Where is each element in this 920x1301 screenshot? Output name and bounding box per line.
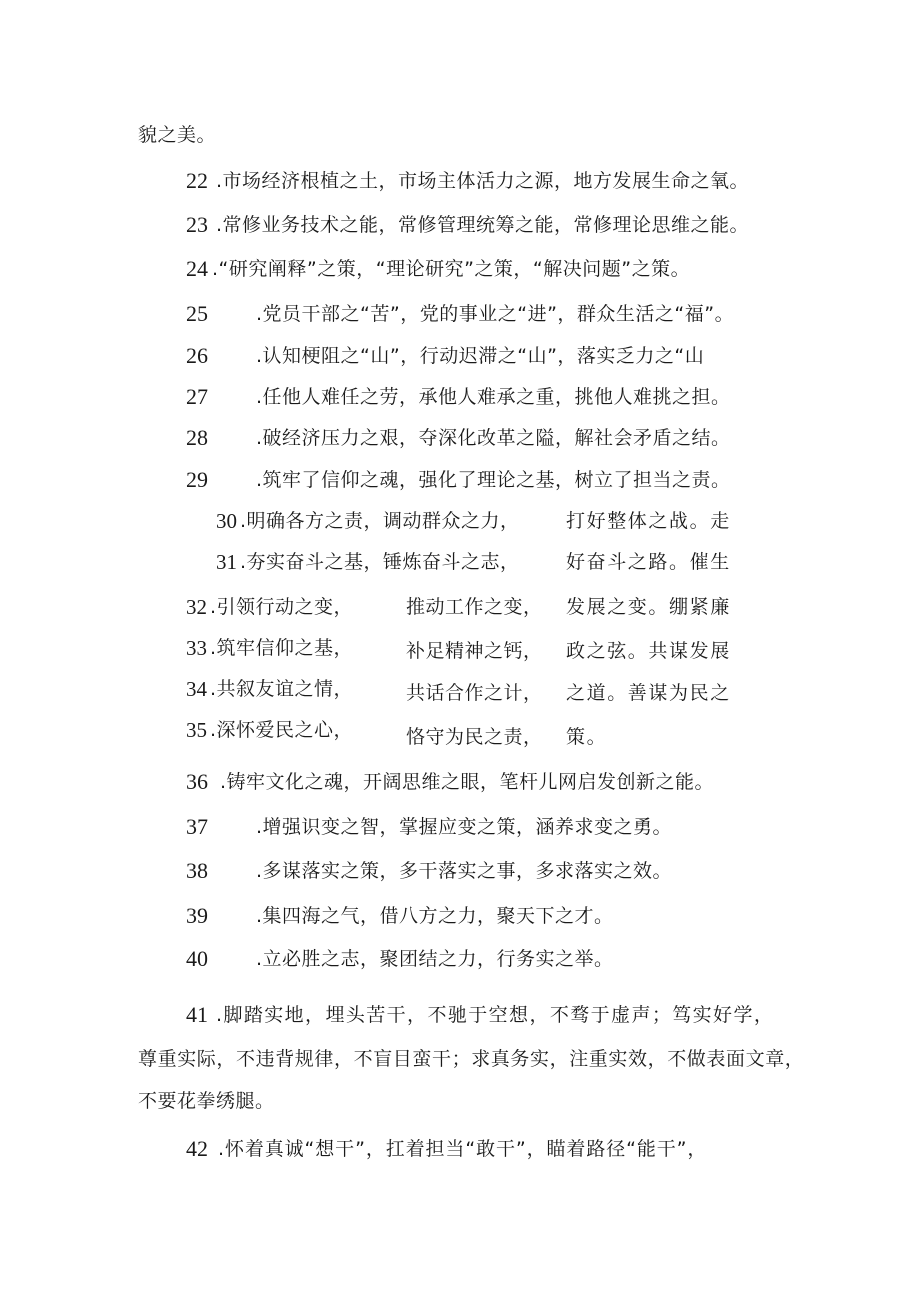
list-item: .党员干部之“苦”，党的事业之“进”，群众生活之“福”。 <box>256 303 735 325</box>
item-number: 40 <box>186 946 208 971</box>
list-item: .认知梗阻之“山”，行动迟滞之“山”，落实乏力之“山 <box>256 345 705 367</box>
list-item: .明确各方之责，调动群众之力， <box>240 510 520 532</box>
item-number: 33 <box>186 636 207 660</box>
item-number: 27 <box>186 384 208 409</box>
item-number: 35 <box>186 718 207 742</box>
item-number: 32 <box>186 595 207 619</box>
paragraph-line: .脚踏实地，埋头苦干，不驰于空想，不骛于虚声；笃实好学， <box>216 1004 775 1026</box>
list-item-tail: 好奋斗之路。催生 <box>566 551 731 573</box>
list-item: .立必胜之志，聚团结之力，行务实之举。 <box>256 948 614 970</box>
list-item: .“研究阐释”之策，“理论研究”之策，“解决问题”之策。 <box>212 258 691 280</box>
list-item: .任他人难任之劳，承他人难承之重，挑他人难挑之担。 <box>256 386 731 408</box>
list-item: .多谋落实之策，多干落实之事，多求落实之效。 <box>256 860 673 882</box>
intro-fragment: 貌之美。 <box>138 124 217 146</box>
item-number: 41 <box>186 1002 208 1027</box>
item-number: 38 <box>186 858 208 883</box>
list-item-col1: .深怀爱民之心， <box>210 719 354 741</box>
list-item: .集四海之气，借八方之力，聚天下之才。 <box>256 905 614 927</box>
item-number: 42 <box>186 1136 208 1161</box>
paragraph-line: 尊重实际，不违背规律，不盲目蛮干；求真务实，注重实效，不做表面文章， <box>138 1048 805 1070</box>
list-item-tail: 打好整体之战。走 <box>566 510 731 532</box>
list-item-col3: 之道。善谋为民之 <box>566 682 731 704</box>
list-item-col2: 推动工作之变， <box>406 596 543 618</box>
list-item-col2: 恪守为民之责， <box>406 726 543 748</box>
item-number: 26 <box>186 343 208 368</box>
list-item: .筑牢了信仰之魂，强化了理论之基，树立了担当之责。 <box>256 469 731 491</box>
list-item-col1: .共叙友谊之情， <box>210 678 354 700</box>
item-number: 25 <box>186 301 208 326</box>
list-item: .怀着真诚“想干”，扛着担当“敢干”，瞄着路径“能干”， <box>218 1138 708 1160</box>
item-number: 29 <box>186 467 208 492</box>
item-number: 22 <box>186 168 208 193</box>
list-item: .增强识变之智，掌握应变之策，涵养求变之勇。 <box>256 816 673 838</box>
list-item: .常修业务技术之能，常修管理统筹之能，常修理论思维之能。 <box>216 214 750 236</box>
list-item: .市场经济根植之土，市场主体活力之源，地方发展生命之氧。 <box>216 170 750 192</box>
list-item: .破经济压力之艰，夺深化改革之隘，解社会矛盾之结。 <box>256 427 731 449</box>
list-item-col1: .筑牢信仰之基， <box>210 637 354 659</box>
list-item-col3: 发展之变。绷紧廉 <box>566 596 731 618</box>
list-item-col2: 共话合作之计， <box>406 682 543 704</box>
item-number: 36 <box>186 769 208 794</box>
item-number: 34 <box>186 677 207 701</box>
list-item-col3: 政之弦。共谋发展 <box>566 640 731 662</box>
list-item-col2: 补足精神之钙， <box>406 640 543 662</box>
item-number: 23 <box>186 212 208 237</box>
item-number: 24 <box>186 256 208 281</box>
list-item: .夯实奋斗之基，锤炼奋斗之志， <box>240 551 520 573</box>
item-number: 39 <box>186 903 208 928</box>
item-number: 37 <box>186 814 208 839</box>
list-item: .铸牢文化之魂，开阔思维之眼，笔杆儿网启发创新之能。 <box>220 771 715 793</box>
list-item-col1: .引领行动之变， <box>210 596 354 618</box>
list-item-col3: 策。 <box>566 726 608 748</box>
item-number: 30 <box>216 509 237 533</box>
item-number: 31 <box>216 550 237 574</box>
item-number: 28 <box>186 425 208 450</box>
paragraph-line: 不要花拳绣腿。 <box>138 1090 275 1112</box>
